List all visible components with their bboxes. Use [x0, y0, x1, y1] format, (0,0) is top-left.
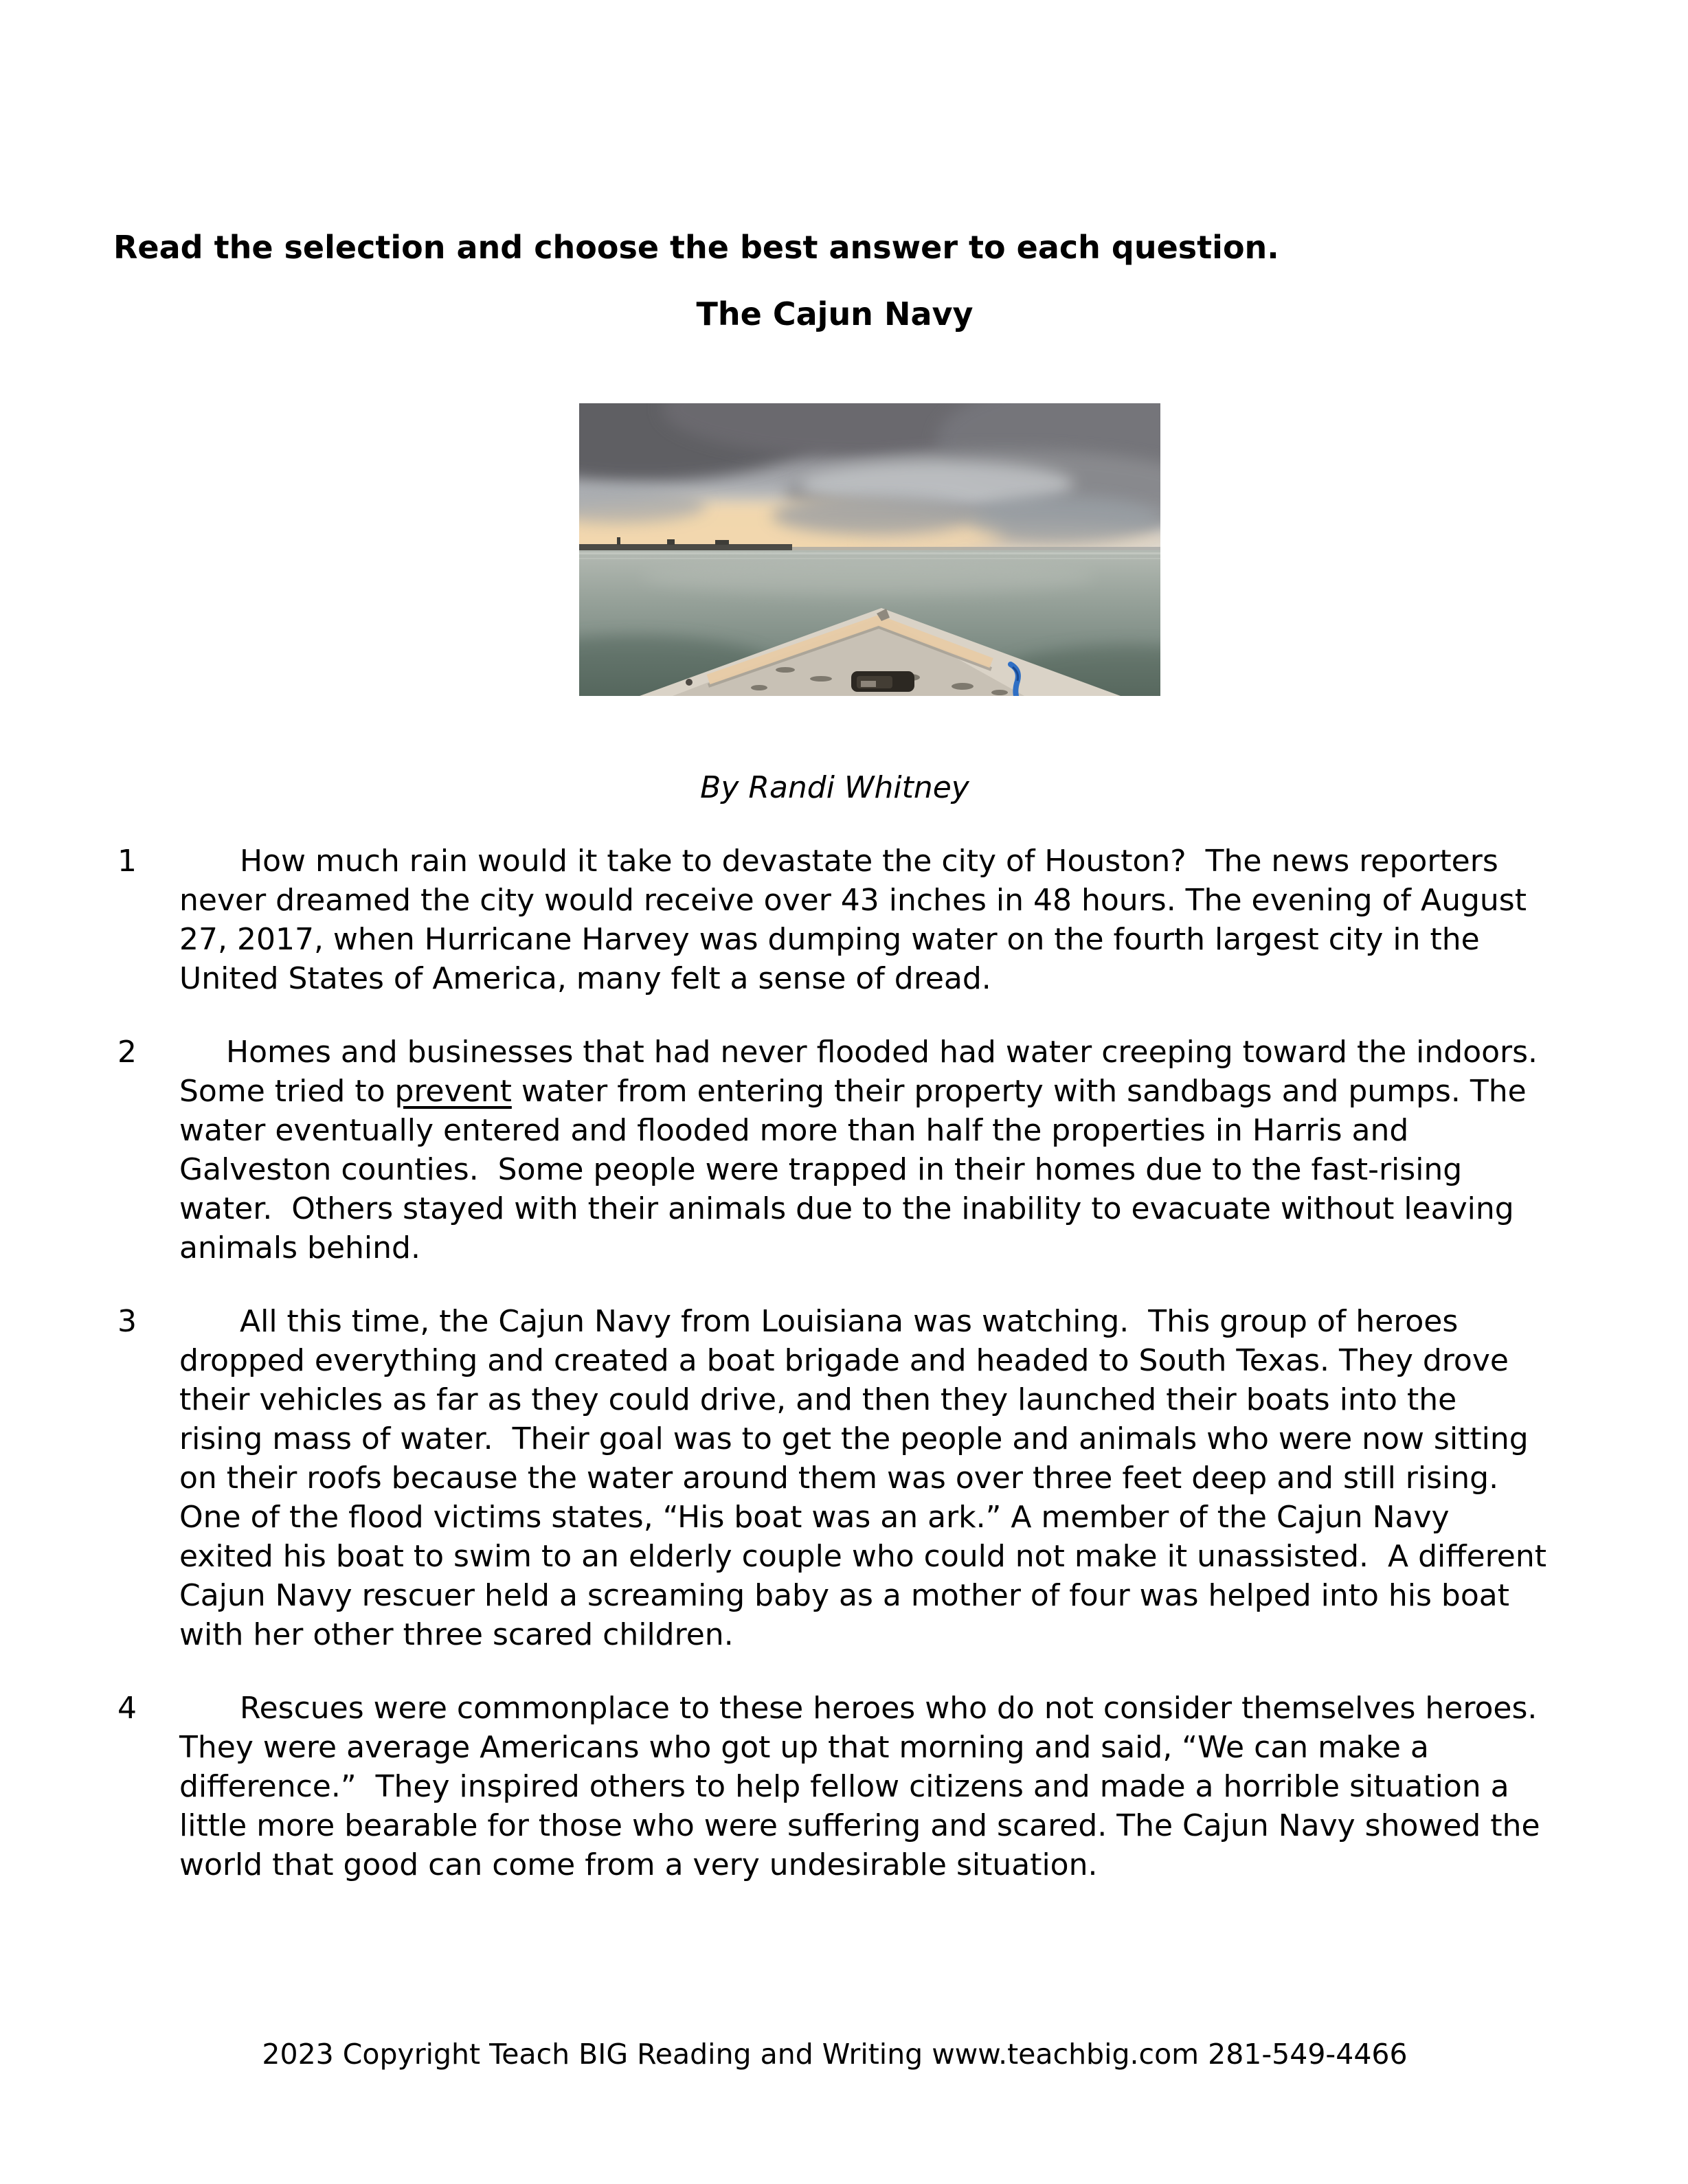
paragraph-number: 1 [117, 844, 137, 879]
photo-sky [579, 403, 1160, 567]
underlined-word-prevent: prevent [394, 1074, 512, 1109]
paragraph-text: How much rain would it take to devastate the city of Houston? The news reporters never dreamed the city would receive over 43 inches in 48 hours. The evening of August 27, 2017, when Hurricane Harvey was dumping water on the fourth largest city in the United States of America, many felt a sense of dread. [179, 844, 1536, 996]
passage-title: The Cajun Navy [696, 295, 974, 333]
passage-photo [579, 403, 1160, 696]
paragraph-3 [113, 1302, 1556, 1654]
paragraph-number: 2 [117, 1035, 137, 1070]
paragraph-number: 4 [117, 1691, 137, 1726]
paragraph-1 [113, 842, 1556, 998]
paragraph-4 [113, 1689, 1556, 1884]
boat-photo-illustration [579, 403, 1160, 696]
paragraph-number: 3 [117, 1304, 137, 1339]
instructions-text: Read the selection and choose the best answer to each question. [113, 229, 1279, 266]
paragraph-text-segment: Homes and businesses that had never flooded had water creeping toward the indoors. Some tried to [179, 1035, 1557, 1109]
paragraph-text [179, 1033, 1557, 1268]
byline: By Randi Whitney [700, 770, 969, 805]
paragraph-text-segment: water from entering their property with sandbags and pumps. The water eventually entered and flooded more than half the properties in Harris and Galveston counties. Some people were trapped in their homes due to the fast-rising water. Others stayed with their animals due to the inability to evacuate without leaving animals behind. [179, 1074, 1536, 1265]
footer-copyright: 2023 Copyright Teach BIG Reading and Writing www.teachbig.com 281-549-4466 [262, 2038, 1408, 2071]
paragraph-2 [113, 1033, 1556, 1268]
paragraph-text: Rescues were commonplace to these heroes who do not consider themselves heroes. They were average Americans who got up that morning and said, “We can make a difference.” They inspired others to help fellow citizens and made a horrible situation a little more bearable for those who were suffering and scared. The Cajun Navy showed the world that good can come from a very undesirable situation. [179, 1691, 1557, 1882]
deck-cleat [686, 679, 693, 686]
paragraph-text: All this time, the Cajun Navy from Louisiana was watching. This group of heroes dropped everything and created a boat brigade and headed to South Texas. They drove their vehicles as far as they could drive, and then they launched their boats into the rising mass of water. Their goal was to get the people and animals who were now sitting on their roofs because the water around them was over three feet deep and still rising. One of the flood victims states, “His boat was an ark.” A member of the Cajun Navy exited his boat to swim to an elderly couple who could not make it unassisted. A different Cajun Navy rescuer held a screaming baby as a mother of four was helped into his boat with her other three scared children. [179, 1304, 1556, 1652]
